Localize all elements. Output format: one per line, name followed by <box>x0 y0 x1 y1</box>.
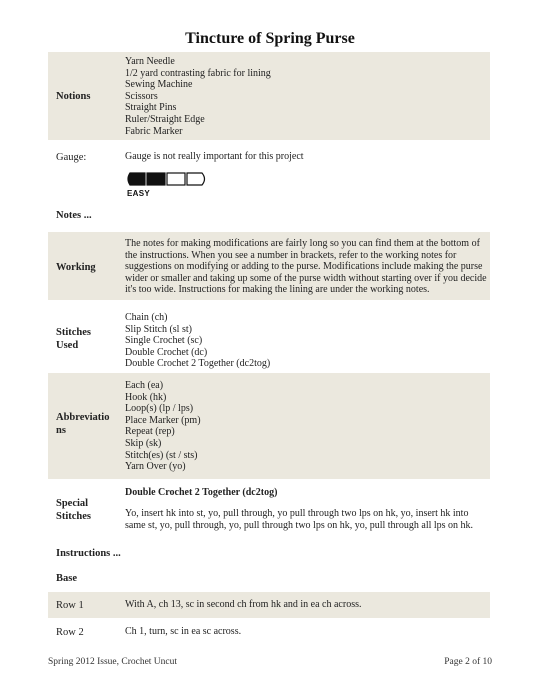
abbreviations-list <box>125 380 483 473</box>
row-instruction: With A, ch 13, sc in second ch from hk and in ea ch across. <box>125 599 362 610</box>
list-item: Skip (sk) <box>125 437 162 449</box>
page-title: Tincture of Spring Purse <box>185 30 355 47</box>
row-instruction: Ch 1, turn, sc in ea sc across. <box>125 626 242 637</box>
list-item: Slip Stitch (sl st) <box>125 323 192 335</box>
abbreviations-label <box>56 411 109 437</box>
special-stitches-heading: Double Crochet 2 Together (dc2tog) <box>125 487 278 498</box>
list-item: Each (ea) <box>125 380 164 391</box>
list-item: Yarn Over (yo) <box>125 461 186 473</box>
notions-list <box>125 56 483 137</box>
stitches-label <box>56 326 91 352</box>
gauge-text: Gauge is not really important for this project <box>125 151 304 162</box>
instructions-heading: Instructions ... <box>56 548 121 559</box>
stitches-label-line: Stitches <box>56 327 91 338</box>
working-text: The notes for making modifications are fairly long so you can find them at the bottom of the instructions. When you see a number in brackets, refer to the working notes for suggestions on modifying or adding to the purse. Modifications include making the purse wider or smaller and taking up some of the purse width without starting over if you decide it's too wide. Instructions for making the lining are under the working notes. <box>125 238 487 296</box>
notions-row <box>48 52 490 140</box>
list-item: Repeat (rep) <box>125 426 175 438</box>
list-item: Yarn Needle <box>125 56 175 67</box>
special-stitches-label-line: Special <box>56 498 89 509</box>
notes-heading: Notes ... <box>56 210 92 221</box>
list-item: Straight Pins <box>125 102 177 114</box>
list-item: Fabric Marker <box>125 125 183 137</box>
abbreviations-label-line: ns <box>56 425 66 436</box>
list-item: Place Marker (pm) <box>125 414 201 426</box>
row-label: Row 2 <box>56 627 84 638</box>
list-item: Double Crochet (dc) <box>125 346 208 358</box>
gauge-label: Gauge: <box>56 152 87 163</box>
list-item: Hook (hk) <box>125 391 167 403</box>
list-item: Stitch(es) (st / sts) <box>125 449 198 461</box>
working-label: Working <box>56 262 96 273</box>
list-item: Double Crochet 2 Together (dc2tog) <box>125 358 271 370</box>
list-item: Chain (ch) <box>125 312 168 323</box>
row-label: Row 1 <box>56 600 84 611</box>
skill-level-label: EASY <box>127 189 150 198</box>
base-heading: Base <box>56 573 77 584</box>
list-item: Sewing Machine <box>125 79 193 91</box>
special-stitches-label <box>56 497 91 523</box>
list-item: Scissors <box>125 90 158 102</box>
footer-page-number: Page 2 of 10 <box>444 657 492 667</box>
list-item: Loop(s) (lp / lps) <box>125 403 194 415</box>
special-stitches-label-line: Stitches <box>56 511 91 522</box>
working-row <box>48 232 490 300</box>
stitches-label-line: Used <box>56 340 79 351</box>
notions-label: Notions <box>56 91 91 102</box>
special-stitches-row <box>48 482 490 538</box>
table-row <box>48 592 490 618</box>
list-item: Single Crochet (sc) <box>125 335 203 347</box>
table-row <box>48 620 490 646</box>
list-item: Ruler/Straight Edge <box>125 113 205 125</box>
stitches-list <box>125 312 483 370</box>
list-item: 1/2 yard contrasting fabric for lining <box>125 67 271 79</box>
stitches-row <box>48 306 490 374</box>
abbreviations-label-line: Abbreviatio <box>56 412 110 423</box>
special-stitches-text: Yo, insert hk into st, yo, pull through, yo pull through two lps on hk, yo, insert hk into same st, yo, pull through, yo, pull through two lps on hk, yo, pull through all lps on hk. <box>125 508 474 531</box>
gauge-row <box>48 148 490 200</box>
footer-left: Spring 2012 Issue, Crochet Uncut <box>48 657 178 667</box>
yarn-weight-easy-icon <box>125 172 209 186</box>
abbreviations-row <box>48 373 490 479</box>
